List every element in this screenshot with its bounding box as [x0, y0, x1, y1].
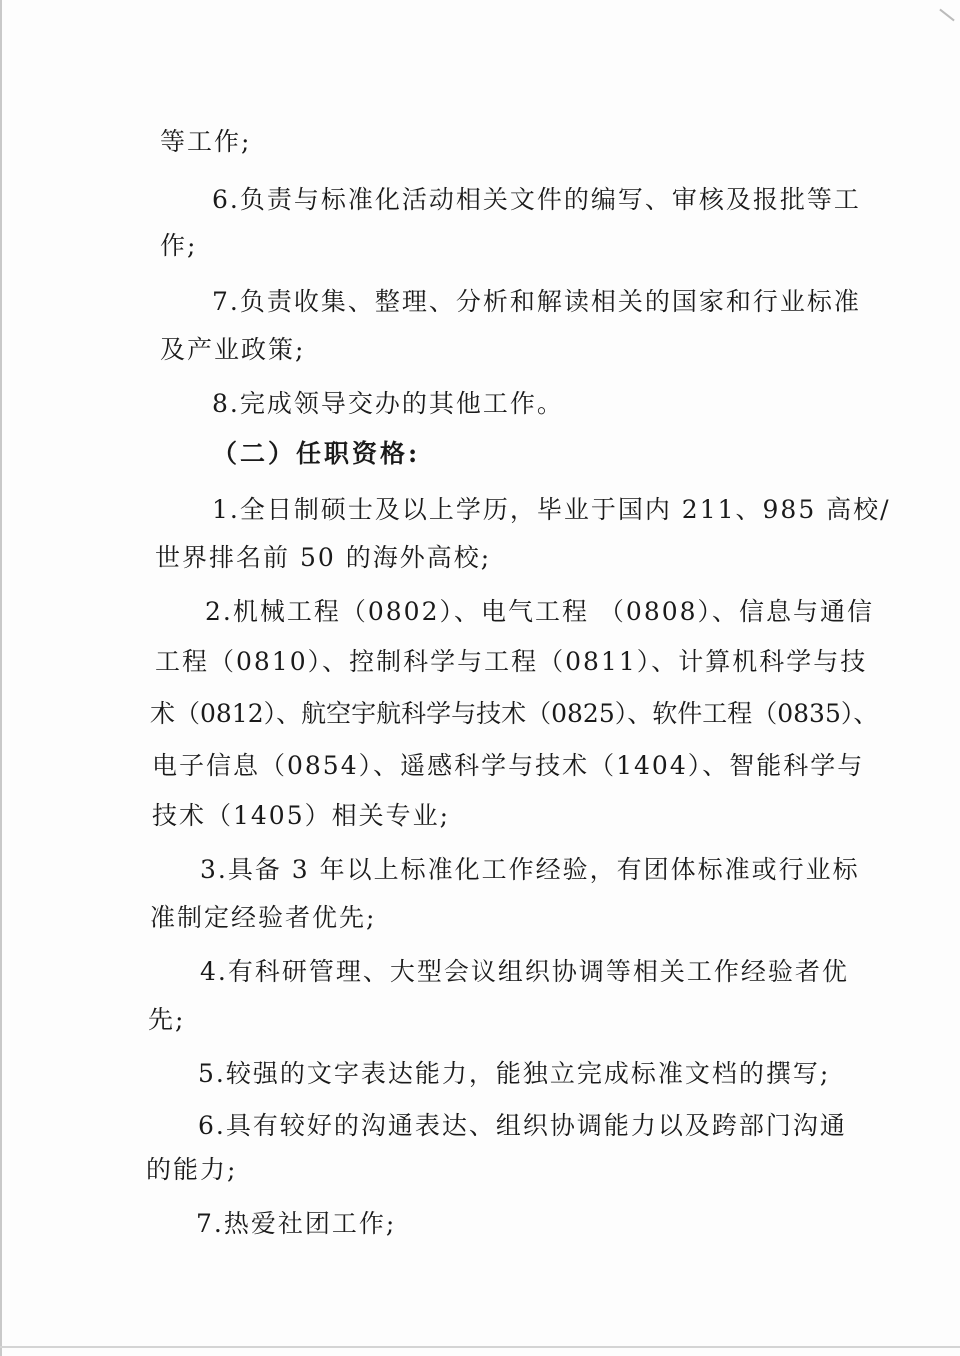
text-line: 2.机械工程（0802）、电气工程 （0808）、信息与通信: [205, 597, 875, 626]
section-heading: （二）任职资格:: [212, 439, 421, 468]
text-line: 技术（1405）相关专业;: [152, 801, 451, 830]
text-line: 作;: [160, 231, 198, 260]
text-line: 电子信息（0854）、遥感科学与技术（1404）、智能科学与: [152, 751, 865, 780]
page-bottom-edge: [0, 1346, 960, 1348]
text-line: 6.负责与标准化活动相关文件的编写、审核及报批等工: [212, 185, 861, 214]
text-line: 及产业政策;: [160, 335, 306, 364]
text-line: 3.具备 3 年以上标准化工作经验，有团体标准或行业标: [200, 855, 860, 884]
text-line: 术（0812）、航空宇航科学与技术（0825）、软件工程（0835）、: [150, 699, 879, 728]
text-line: 7.热爱社团工作;: [196, 1209, 397, 1238]
text-line: 的能力;: [146, 1155, 238, 1184]
text-line: 4.有科研管理、大型会议组织协调等相关工作经验者优: [200, 957, 849, 986]
text-line: 世界排名前 50 的海外高校;: [155, 543, 492, 572]
scan-corner-mark: [939, 9, 954, 22]
text-line: 8.完成领导交办的其他工作。: [212, 389, 564, 418]
text-line: 5.较强的文字表达能力，能独立完成标准文档的撰写;: [198, 1059, 831, 1088]
text-line: 1.全日制硕士及以上学历，毕业于国内 211、985 高校/: [212, 495, 891, 524]
text-line: 先;: [148, 1005, 186, 1034]
page-left-edge: [0, 0, 2, 1356]
text-line: 工程（0810）、控制科学与工程（0811）、计算机科学与技: [155, 647, 868, 676]
text-line: 等工作;: [160, 127, 252, 156]
text-line: 6.具有较好的沟通表达、组织协调能力以及跨部门沟通: [198, 1111, 847, 1140]
text-line: 准制定经验者优先;: [150, 903, 377, 932]
text-line: 7.负责收集、整理、分析和解读相关的国家和行业标准: [212, 287, 861, 316]
